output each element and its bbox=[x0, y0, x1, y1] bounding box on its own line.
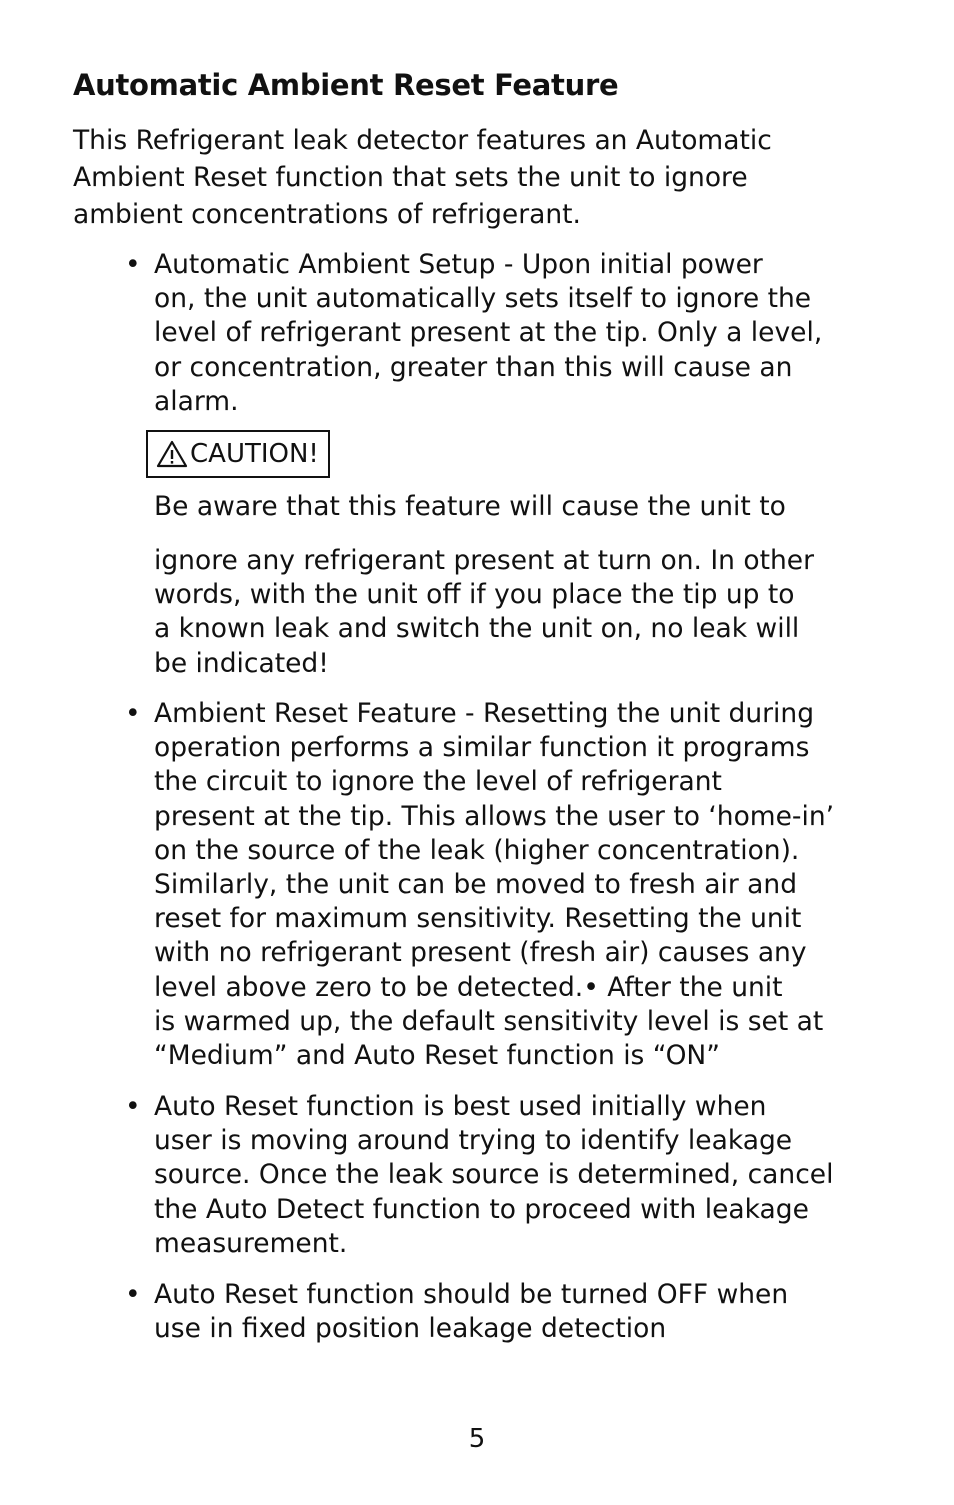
section-heading: Automatic Ambient Reset Feature bbox=[73, 68, 619, 102]
page-number: 5 bbox=[468, 1424, 486, 1454]
bullet-item-auto-reset-off bbox=[125, 1278, 845, 1346]
caution-text: ignore any refrigerant present at turn on. In other words, with the unit off if you place the tip up to a known leak and switch the unit on, no leak will be indicated! bbox=[154, 545, 814, 679]
bullet-text: Auto Reset function is best used initially when user is moving around trying to identify leakage source. Once the leak source is determined, cancel the Auto Detect function to proceed with leakage measurement. bbox=[154, 1091, 834, 1259]
bullet-text: Automatic Ambient Setup - Upon initial power on, the unit automatically sets itself to ignore the level of refrigerant present at the tip. Only a level, or concentration, greater than this will cause an alarm. bbox=[154, 249, 823, 417]
caution-label: CAUTION! bbox=[190, 439, 319, 469]
bullet-text: Ambient Reset Feature - Resetting the unit during operation performs a similar function it programs the circuit to ignore the level of refrigerant present at the tip. This allows the user to ‘home-in’ on the source of the leak (higher concentration). Similarly, the unit can be moved to fresh air and reset for maximum sensitivity. Resetting the unit with no refrigerant present (fresh air) causes any level above zero to be detected.• After the unit is warmed up, the default sensitivity level is set at “Medium” and Auto Reset function is “ON” bbox=[154, 698, 835, 1072]
caution-box bbox=[146, 430, 330, 478]
bullet-dot: • bbox=[125, 249, 141, 280]
bullet-dot: • bbox=[125, 1091, 141, 1122]
intro-paragraph: This Refrigerant leak detector features an Automatic Ambient Reset function that sets the unit to ignore ambient concentrations of refrigerant. bbox=[73, 125, 772, 230]
caution-text-first-line: Be aware that this feature will cause the unit to bbox=[154, 491, 786, 522]
bullet-item-auto-reset-best-use bbox=[125, 1090, 845, 1261]
bullet-item-ambient-reset-feature bbox=[125, 697, 845, 1073]
bullet-text: Auto Reset function should be turned OFF when use in fixed position leakage detection bbox=[154, 1279, 789, 1345]
warning-triangle-icon bbox=[156, 440, 188, 468]
bullet-dot: • bbox=[125, 1279, 141, 1310]
bullet-item-automatic-ambient-setup bbox=[125, 248, 845, 419]
bullet-dot: • bbox=[125, 698, 141, 729]
